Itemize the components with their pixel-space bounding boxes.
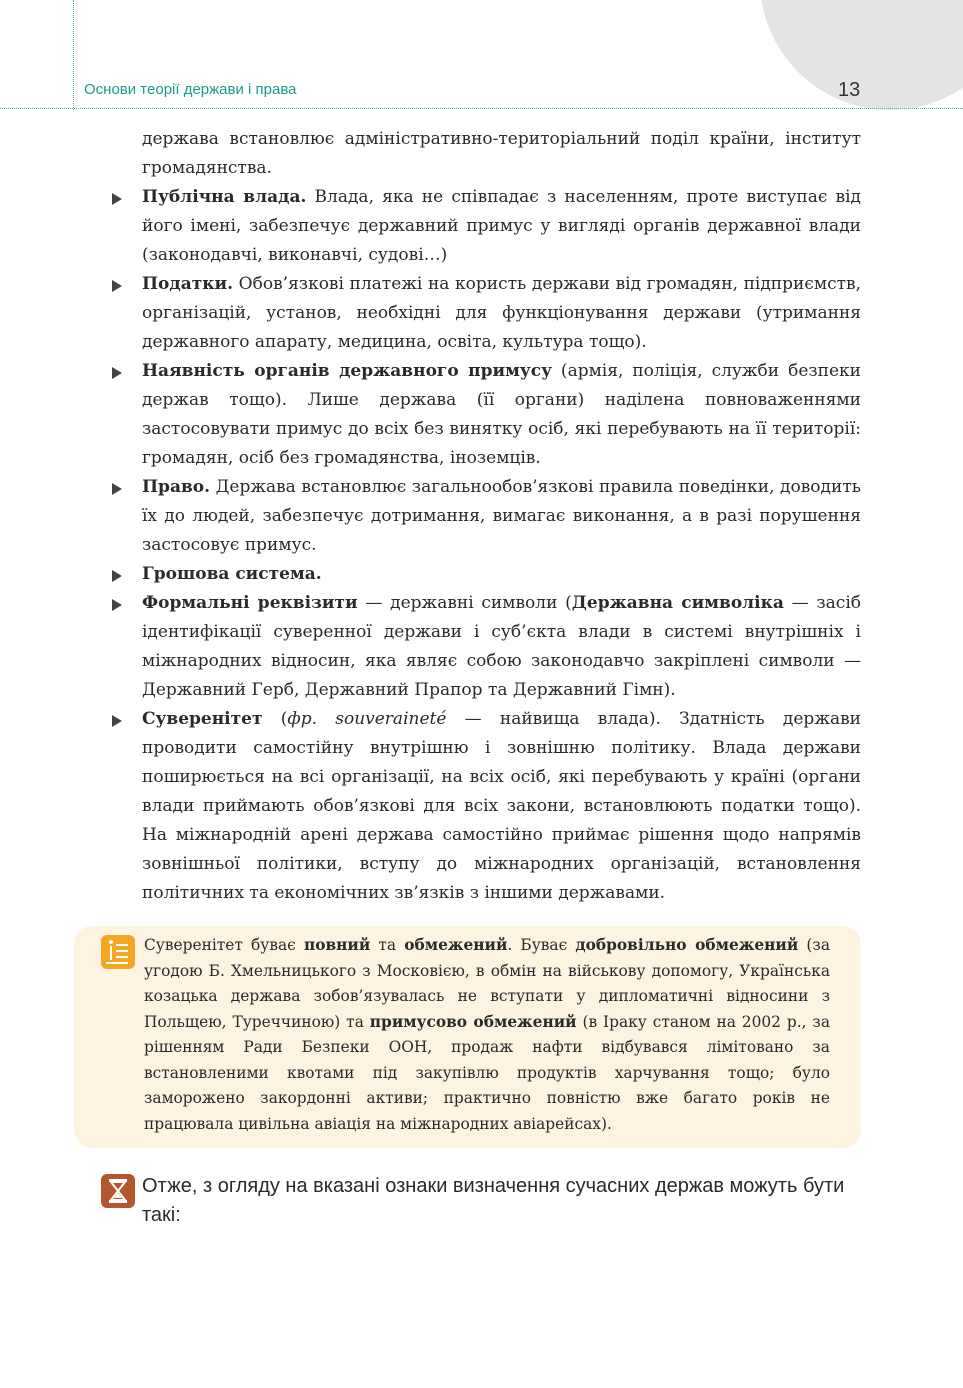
bullet-text: — державні символи ( (357, 593, 572, 613)
bullet-term: Право. (142, 477, 211, 497)
bullet-term: Наявність органів державного примусу (142, 361, 552, 381)
summary-text: Отже, з огляду на вказані ознаки визначення сучасних держав можуть бути такі: (142, 1175, 845, 1226)
bullet-sovereignty (142, 705, 861, 908)
bullet-text-continued: — найвища влада). Здатність держави проводити самостійну внутрішню і зовнішню політику. Влада держави поширюється на всі організації, на всіх осіб, які перебувають у країні (органи влади приймають обов’язкові для всіх закони, встановлюють податки тощо). На міжнародній арені держава самостійно приймає рішення щодо напрямів зовнішньої політики, вступу до міжнародних організацій, встановлення політичних та економічних зв’язків з іншими державами. (142, 709, 861, 903)
bullet-formal-attributes (142, 589, 861, 705)
bullet-term: Податки. (142, 274, 234, 294)
emphasis-forced: примусово обмежений (369, 1012, 577, 1031)
intro-paragraph: держава встановлює адміністративно-територіальний поділ країни, інститут громадянства. (142, 129, 861, 178)
hourglass-icon (101, 1174, 135, 1208)
bullet-term-secondary: Державна символіка (571, 593, 784, 613)
info-callout-text: Суверенітет буває повний та обмежений. Буває добровільно обмежений (за угодою Б. Хмельницького з Московією, в обмін на військову допомогу, Українська козацька держава зобов’язувалась не вступати у дипломатичні відносини з Польщею, Туреччиною) та примусово обмежений (в Іраку станом на 2002 р., за рішенням Ради Безпеки ООН, продаж нафти відбувався лімітовано за встановленими квотами під закупівлю продуктів харчування тощо; було заморожено закордонні активи; практично повністю вже багато років не працювала цивільна авіація на міжнародних авіарейсах). (144, 936, 830, 1133)
bullet-taxes (142, 270, 861, 357)
bullet-law (142, 473, 861, 560)
emphasis-full: повний (303, 936, 371, 954)
info-icon (101, 935, 135, 969)
bullet-text: Обов’язкові платежі на користь держави від громадян, підприємств, організацій, установ, необхідні для функціонування держави (утримання державного апарату, медицина, освіта, культура тощо). (142, 274, 861, 352)
bullet-text-continued: — засіб ідентифікації суверенної держави і суб’єкта влади в системі внутрішніх і міжнародних відносин, яка являє собою законодавчо закріплені символи — Державний Герб, Державний Прапор та Державний Гімн). (142, 593, 861, 700)
header-divider (0, 108, 963, 109)
margin-guide-vertical (73, 0, 74, 110)
bullet-public-power (142, 183, 861, 270)
page-number: 13 (838, 79, 861, 101)
bullet-term: Формальні реквізити (142, 593, 358, 613)
main-content (142, 125, 861, 908)
bullet-coercion-bodies (142, 357, 861, 473)
emphasis-limited: обмежений (404, 936, 508, 954)
running-title: Основи теорії держави і права (84, 81, 297, 98)
bullet-term: Публічна влада. (142, 187, 307, 207)
page-corner-decoration (760, 0, 963, 110)
bullet-text: ( (262, 709, 288, 729)
bullet-etymology: фр. souveraineté (287, 709, 447, 729)
bullet-text: (армія, поліція, служби безпеки держав тощо). Лише держава (її органи) наділена повноваженнями застосовувати примус до всіх без винятку осіб, які перебувають на її території: громадян, осіб без громадянства, іноземців. (142, 361, 861, 468)
bullet-text: Влада, яка не співпадає з населенням, проте виступає від його імені, забезпечує державний примус у вигляді органів державної влади (законодавчі, виконавчі, судові…) (142, 187, 861, 265)
bullet-monetary-system (142, 560, 861, 589)
bullet-text: Держава встановлює загальнообов’язкові правила поведінки, доводить їх до людей, забезпечує дотримання, вимагає виконання, а в разі порушення застосовує примус. (142, 477, 861, 555)
emphasis-voluntary: добровільно обмежений (575, 936, 799, 954)
bullet-term: Суверенітет (142, 709, 263, 729)
bullet-term: Грошова система. (142, 564, 322, 584)
